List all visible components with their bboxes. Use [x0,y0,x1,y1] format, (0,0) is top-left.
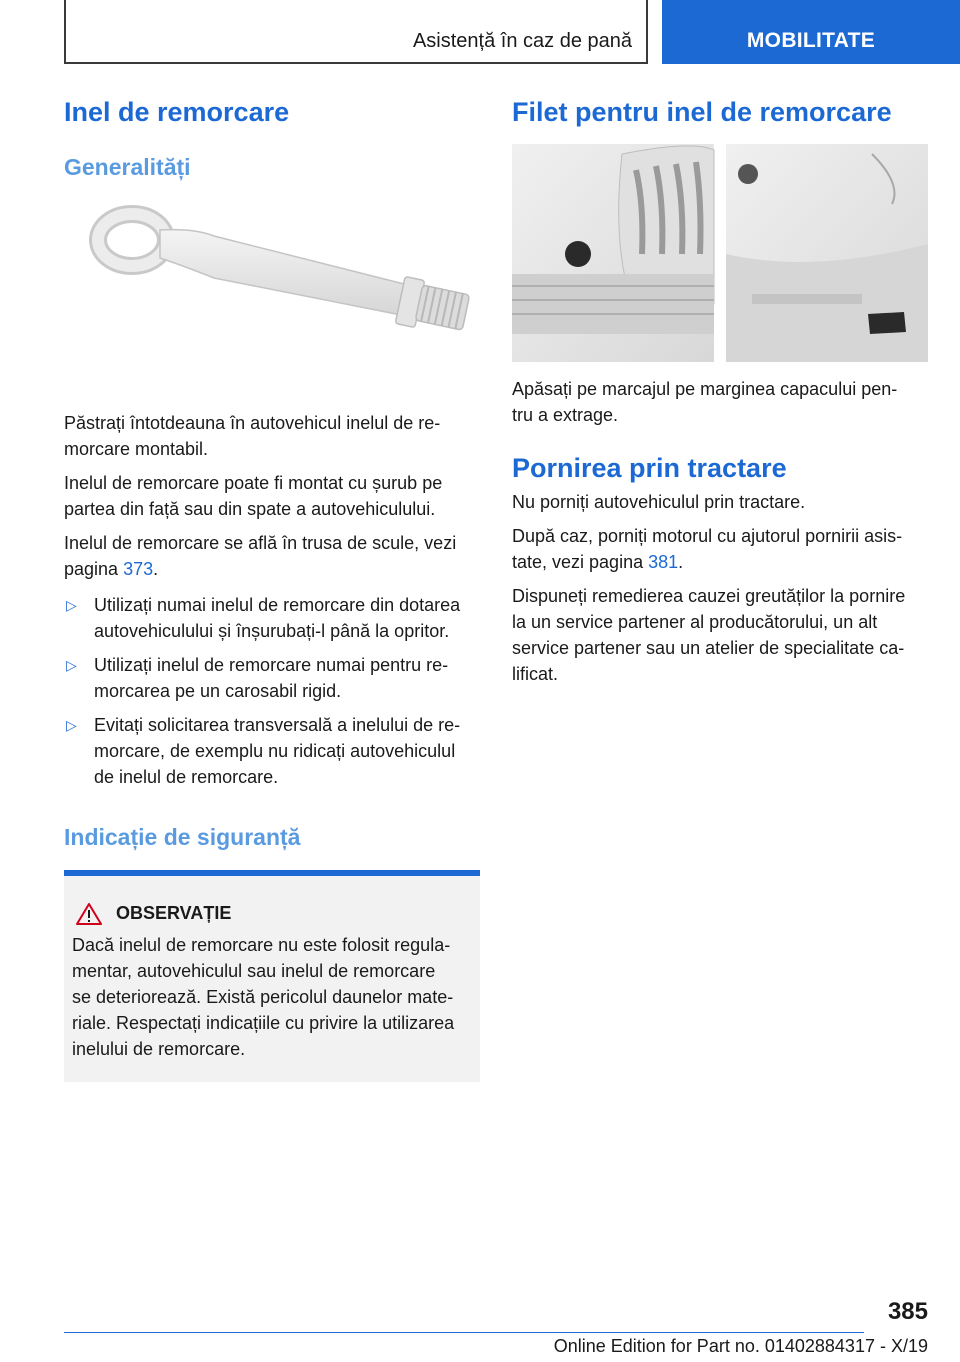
header-section-title: Asistență în caz de pană [412,30,632,52]
triangle-bullet-icon: ▷ [66,596,77,613]
section-title-thread: Filet pentru inel de remorcare [512,97,892,127]
subheading-safety: Indicație de siguranță [64,823,301,850]
triangle-bullet-icon: ▷ [66,716,77,733]
list-item [64,712,480,790]
paragraph-toolkit [64,530,480,582]
warning-header [72,902,472,926]
page-link-373[interactable]: 373 [123,558,154,579]
paragraph-toolkit-text: Inelul de remorcare se află în trusa de scule, vezi pagina [64,532,457,579]
header-chapter-tab[interactable]: MOBILITATE [662,0,960,64]
section-title-tow-start: Pornirea prin tractare [512,453,787,484]
list-item [64,652,480,704]
footer-edition: Online Edition for Part no. 01402884317 - X/19 [553,1336,928,1356]
page-number: 385 [887,1298,928,1325]
right-column [512,96,928,687]
tow-ring-bullet-list [64,592,480,790]
page-title: Inel de remorcare [64,97,290,127]
warning-triangle-icon [76,902,102,926]
paragraph-service: Dispuneți remedierea cauzei greutăților la pornire la un service partener al producătorului, un alt service partener sau un atelier de specialitate ca- lificat. [512,585,906,684]
left-column [64,96,480,1082]
paragraph-toolkit-end: . [153,558,159,579]
paragraph-mount: Inelul de remorcare poate fi montat cu șurub pe partea din față sau din spate a autovehiculului. [64,472,443,519]
warning-title: OBSERVAȚIE [116,903,232,924]
page-link-381[interactable]: 381 [648,551,679,572]
footer-divider [64,1332,864,1333]
subheading-general: Generalități [64,154,191,181]
list-item [64,592,480,644]
paragraph-no-tow-start: Nu porniți autovehiculul prin tractare. [512,491,806,512]
triangle-bullet-icon: ▷ [66,656,77,673]
list-item-text: Evitați solicitarea transversală a inelului de re- morcare, de exemplu nu ridicați autovehiculul de inelul de remorcare. [94,714,461,787]
list-item-text: Utilizați numai inelul de remorcare din dotarea autovehiculului și înșurubați-l până la opritor. [94,594,461,641]
paragraph-jump-start [512,523,928,575]
warning-panel [64,870,480,1082]
bumper-cover-photos [512,144,928,362]
paragraph-jump-start-end: . [678,551,684,572]
list-item-text: Utilizați inelul de remorcare numai pentru re- morcarea pe un carosabil rigid. [94,654,449,701]
paragraph-jump-start-text: După caz, porniți motorul cu ajutorul pornirii asis- tate, vezi pagina [512,525,903,572]
header-section-box [64,0,648,64]
paragraph-press-mark: Apăsați pe marcajul pe marginea capacului pen- tru a extrage. [512,379,898,426]
paragraph-keep-ring: Păstrați întotdeauna în autovehicul inelul de re- morcare montabil. [64,412,441,459]
warning-text: Dacă inelul de remorcare nu este folosit regula- mentar, autovehiculul sau inelul de remorcare se deteriorează. Există pericolul daunelor mate- riale. Respectați indicațiile cu privire la utilizarea inelului de remorcare. [72,934,455,1059]
tow-ring-illustration [64,192,480,422]
